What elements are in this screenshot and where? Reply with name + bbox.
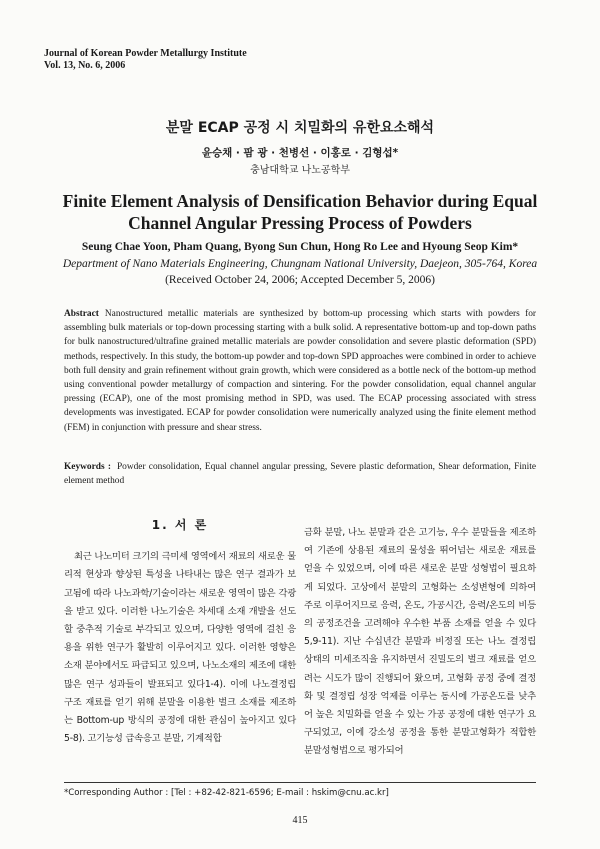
journal-name: Journal of Korean Powder Metallurgy Institute bbox=[44, 48, 247, 59]
abstract-block bbox=[64, 307, 536, 435]
korean-authors: 윤승채 · 팜 광 · 천병선 · 이홍로 · 김형섭* bbox=[201, 147, 399, 159]
section-heading: 1. 서 론 bbox=[151, 518, 209, 532]
left-paragraph: 최근 나노미터 크기의 극미세 영역에서 재료의 새로운 물리적 현상과 향상된 특성을 나타내는 많은 연구 결과가 보고됨에 따라 나노과학/기술이라는 새로운 영역이 많은 각광을 받고 있다. 이러한 나노기술은 차세대 소재 개발을 선도할 중추적 기술로 부각되고 있으며, 다양한 영역에 걸친 응용을 위한 연구가 활발히 이루어지고 있다. 이러한 영향은 소재 분야에서도 파급되고 있으며, 나노소재의 제조에 대한 많은 연구 성과들이 발표되고 있다1-4). 이에 나노결정립 구조 재료를 얻기 위해 분말을 이용한 벌크 소재를 제조하는 Bottom-up 방식의 공정에 대한 관심이 높아지고 있다5-8). 고기능성 급속응고 분말, 기계적합 bbox=[64, 551, 296, 745]
corresponding-author-footnote: *Corresponding Author : [Tel : +82-42-821-6596; E-mail : hskim@cnu.ac.kr] bbox=[64, 788, 389, 798]
english-title: Finite Element Analysis of Densification Behavior during Equal Channel Angular Pressing Process of Powders bbox=[62, 191, 538, 233]
keywords-label: Keywords : bbox=[64, 462, 111, 472]
abstract-label: Abstract bbox=[64, 309, 99, 319]
keywords-block bbox=[64, 460, 536, 488]
korean-affiliation: 충남대학교 나노공학부 bbox=[250, 165, 350, 176]
right-paragraph: 금화 분말, 나노 분말과 같은 고기능, 우수 분말들을 제조하여 기존에 상용된 재료의 물성을 뛰어넘는 새로운 재료를 얻을 수 있었으며, 이에 따른 새로운 분말 성형법이 필요하게 되었다. 고상에서 분말의 고형화는 소성변형에 의하여 주로 이루어지므로 응력, 온도, 가공시간, 응력/온도의 비등의 공정조건을 고려해야 우수한 부품 소재를 얻을 수 있다5,9-11). 지난 수십년간 분말과 비정질 또는 나노 결정립 상태의 미세조직을 유지하면서 진밀도의 벌크 재료를 얻으려는 시도가 많이 진행되어 왔으며, 고형화 공정 중에 결정화 및 결정립 성장 억제를 이루는 동시에 가공온도를 낮추어 높은 치밀화를 얻을 수 있는 가공 공정에 대한 연구가 요구되었고, 이에 강소성 공정을 통한 분말고형화가 적합한 분말성형법으로 평가되어 bbox=[304, 527, 536, 757]
journal-header bbox=[44, 48, 247, 72]
received-dates: (Received October 24, 2006; Accepted December 5, 2006) bbox=[165, 274, 435, 286]
page-number: 415 bbox=[292, 815, 308, 826]
body-left-column bbox=[64, 516, 296, 748]
english-affiliation: Department of Nano Materials Engineering, Chungnam National University, Daejeon, 305-764, Korea bbox=[62, 258, 538, 270]
korean-title: 분말 ECAP 공정 시 치밀화의 유한요소해석 bbox=[165, 120, 435, 136]
english-authors: Seung Chae Yoon, Pham Quang, Byong Sun Chun, Hong Ro Lee and Hyoung Seop Kim* bbox=[81, 241, 519, 253]
footnote-divider bbox=[64, 782, 536, 783]
body-right-column bbox=[304, 524, 536, 761]
journal-volume: Vol. 13, No. 6, 2006 bbox=[44, 60, 126, 71]
keywords-text: Powder consolidation, Equal channel angular pressing, Severe plastic deformation, Shear deformation, Finite element method bbox=[64, 462, 536, 487]
abstract-text: Nanostructured metallic materials are synthesized by bottom-up processing which starts with powders for assembling bulk materials or top-down processing starting with a bulk solid. A representative bottom-up and top-down paths for bulk nanostructured/ultrafine grained metallic materials are powder consolidation and severe plastic deformation (SPD) methods, respectively. In this study, the bottom-up powder and top-down SPD approaches were combined in order to achieve both full density and grain refinement without grain growth, which were considered as a bottle neck of the bottom-up method using conventional powder metallurgy of compaction and sintering. For the powder consolidation, equal channel angular pressing (ECAP), one of the most promising method in SPD, was used. The ECAP processing associated with stress developments was investigated. ECAP for powder consolidation were numerically analyzed using the finite element method (FEM) in conjunction with pressure and shear stress. bbox=[64, 309, 536, 433]
